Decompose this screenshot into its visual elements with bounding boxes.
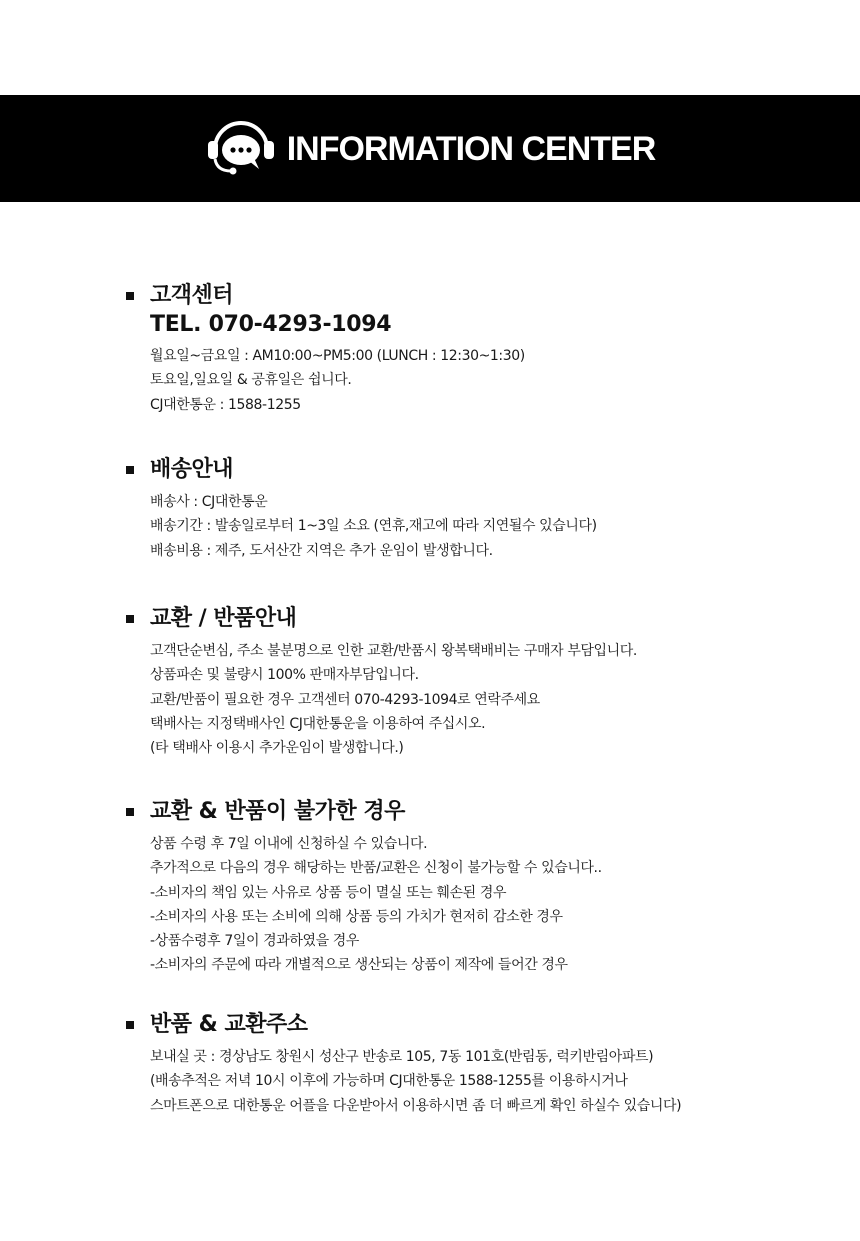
section-lines: [150, 832, 806, 978]
info-line: 상품파손 및 불량시 100% 판매자부담입니다.: [150, 667, 419, 684]
section-heading: [126, 1009, 806, 1041]
info-line: 교환/반품이 필요한 경우 고객센터 070-4293-1094로 연락주세요: [150, 691, 540, 708]
info-line: 택배사는 지정택배사인 CJ대한통운을 이용하여 주십시오.: [150, 715, 486, 732]
bullet-square: [126, 1021, 134, 1029]
info-line: 보내실 곳 : 경상남도 창원시 성산구 반송로 105, 7동 101호(반림동, 럭키반림아파트): [150, 1049, 654, 1065]
info-line: (타 택배사 이용시 추가운임이 발생합니다.): [150, 740, 404, 757]
banner-title: INFORMATION CENTER: [286, 129, 656, 168]
section-not-returnable: [126, 796, 806, 978]
info-line: 추가적으로 다음의 경우 해당하는 반품/교환은 신청이 불가능할 수 있습니다..: [150, 860, 602, 877]
info-line: 토요일,일요일 & 공휴일은 쉽니다.: [150, 372, 352, 389]
section-title: 교환 / 반품안내: [150, 606, 297, 631]
section-heading: [126, 603, 806, 635]
banner-content: [205, 119, 656, 179]
headset-chat-icon: [205, 119, 279, 179]
section-heading: [126, 454, 806, 486]
header-banner: [0, 95, 860, 202]
section-title: 반품 & 교환주소: [150, 1012, 308, 1037]
info-line: -소비자의 책임 있는 사유로 상품 등이 멸실 또는 훼손된 경우: [150, 884, 507, 901]
bullet-square: [126, 292, 134, 300]
section-lines: [150, 639, 806, 760]
info-line: 배송비용 : 제주, 도서산간 지역은 추가 운임이 발생합니다.: [150, 542, 493, 559]
section-title: 배송안내: [150, 457, 234, 482]
phone-number: TEL. 070-4293-1094: [150, 312, 392, 337]
section-customer-center: [126, 280, 806, 417]
section-shipping-info: [126, 454, 806, 563]
section-lines: [150, 1045, 806, 1118]
section-lines: [150, 490, 806, 563]
section-exchange-return: [126, 603, 806, 760]
section-return-address: [126, 1009, 806, 1118]
info-line: 스마트폰으로 대한통운 어플을 다운받아서 이용하시면 좀 더 빠르게 확인 하실수 있습니다): [150, 1097, 682, 1114]
info-line: (배송추적은 저녁 10시 이후에 가능하며 CJ대한통운 1588-1255를 이용하시거나: [150, 1073, 628, 1090]
section-lines: [150, 344, 806, 417]
info-line: -소비자의 주문에 따라 개별적으로 생산되는 상품이 제작에 들어간 경우: [150, 957, 568, 974]
info-line: -소비자의 사용 또는 소비에 의해 상품 등의 가치가 현저히 감소한 경우: [150, 908, 563, 925]
section-title: 교환 & 반품이 불가한 경우: [150, 799, 405, 824]
info-line: 월요일~금요일 : AM10:00~PM5:00 (LUNCH : 12:30~1:30): [150, 348, 525, 364]
info-line: CJ대한통운 : 1588-1255: [150, 396, 301, 413]
section-title: 고객센터: [150, 283, 234, 308]
bullet-square: [126, 615, 134, 623]
section-heading: [126, 280, 806, 312]
section-heading: [126, 796, 806, 828]
info-line: -상품수령후 7일이 경과하였을 경우: [150, 933, 360, 950]
info-line: 고객단순변심, 주소 불분명으로 인한 교환/반품시 왕복택배비는 구매자 부담입니다.: [150, 643, 637, 659]
info-line: 배송사 : CJ대한통운: [150, 494, 268, 510]
info-line: 상품 수령 후 7일 이내에 신청하실 수 있습니다.: [150, 836, 428, 852]
bullet-square: [126, 808, 134, 816]
info-line: 배송기간 : 발송일로부터 1~3일 소요 (연휴,재고에 따라 지연될수 있습니다): [150, 518, 597, 535]
bullet-square: [126, 466, 134, 474]
